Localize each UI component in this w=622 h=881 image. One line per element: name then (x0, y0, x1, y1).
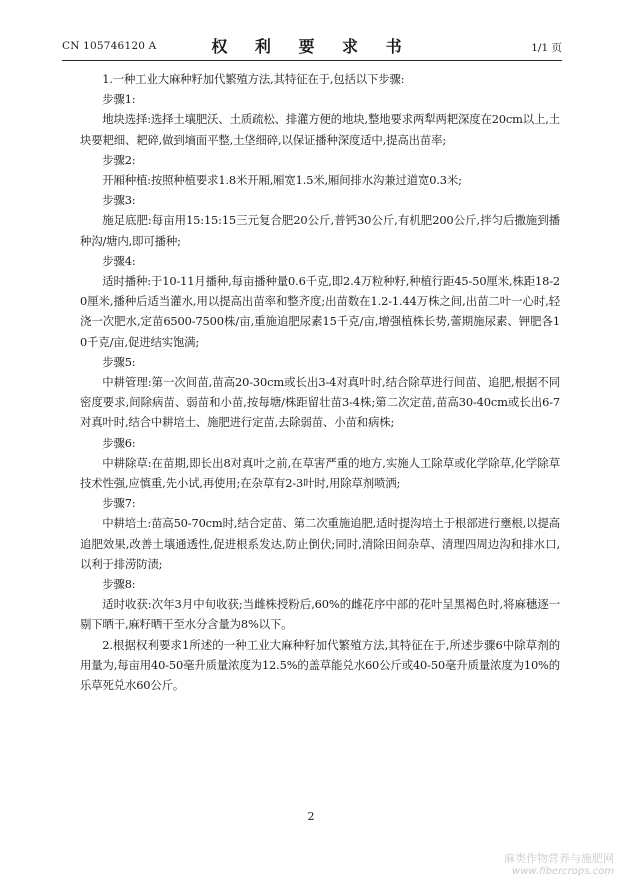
claim-step-heading: 步骤8: (102, 577, 136, 592)
claim-step-heading: 步骤2: (102, 152, 136, 167)
claim-paragraph: 地块选择:选择土壤肥沃、土质疏松、排灌方便的地块,整地要求两犁两耙深度在20cm以上,土块要耙细、耙碎,做到墒面平整,土垡细碎,以保证播种深度适中,提高出苗率; (80, 112, 560, 147)
claim-paragraph: 1.一种工业大麻种籽加代繁殖方法,其特征在于,包括以下步骤: (102, 72, 405, 86)
patent-number: CN 105746120 A (62, 40, 157, 52)
claim-paragraph: 适时收获:次年3月中旬收获;当雌株授粉后,60%的雌花序中部的花叶呈黑褐色时,将麻穗逐一剔下晒干,麻籽晒干至水分含量为8%以下。 (80, 597, 560, 632)
claim-step-heading: 步骤7: (102, 496, 136, 511)
claim-step-heading: 步骤6: (102, 435, 136, 450)
claim-step-heading: 步骤1: (102, 92, 136, 107)
claim-step-heading: 步骤3: (102, 193, 136, 208)
claim-step-heading: 步骤4: (102, 253, 136, 268)
watermark-site-name: 麻类作物营养与施肥网 (504, 852, 614, 865)
claim-paragraph: 开厢种植:按照种植要求1.8米开厢,厢宽1.5米,厢间排水沟兼过道宽0.3米; (102, 173, 462, 188)
claim-paragraph: 中耕培土:苗高50-70cm时,结合定苗、第二次重施追肥,适时提沟培土于根部进行壅根,以提高追肥效果,改善土壤通透性,促进根系发达,防止倒伏;同时,清除田间杂草、清理四周边沟和排水口,以利于排涝防渍; (80, 516, 560, 571)
claim-paragraph: 中耕管理:第一次间苗,苗高20-30cm或长出3-4对真叶时,结合除草进行间苗、追肥,根据不同密度要求,间除病苗、弱苗和小苗,按每塘/株距留壮苗3-4株;第二次定苗,苗高30-40cm或长出6-7对真叶时,结合中耕培土、施肥进行定苗,去除弱苗、小苗和病株; (80, 375, 560, 430)
claim-paragraph: 适时播种:于10-11月播种,每亩播种量0.6千克,即2.4万粒种籽,种植行距45-50厘米,株距18-20厘米,播种后适当灌水,用以提高出苗率和整齐度;出苗数在1.2-1.44万株之间,出苗二叶一心时,轻浇一次肥水,定苗6500-7500株/亩,重施追肥尿素15千克/亩,增强植株长势,蕾期施尿素、钾肥各10千克/亩,促进结实饱满; (80, 274, 560, 349)
claim-step-heading: 步骤5: (102, 354, 136, 369)
page-number: 2 (307, 810, 315, 823)
watermark (504, 852, 614, 878)
document-title: 权 利 要 求 书 (211, 37, 413, 56)
claim-paragraph: 中耕除草:在苗期,即长出8对真叶之前,在草害严重的地方,实施人工除草或化学除草,化学除草技术性强,应慎重,先小试,再使用;在杂草有2-3叶时,用除草剂喷洒; (80, 455, 560, 491)
claim-paragraph: 2.根据权利要求1所述的一种工业大麻种籽加代繁殖方法,其特征在于,所述步骤6中除草剂的用量为,每亩用40-50毫升质量浓度为12.5%的盖草能兑水60公斤或40-50毫升质量浓度为10%的乐草死兑水60公斤。 (80, 637, 560, 693)
document-header (62, 34, 562, 60)
claim-paragraph: 施足底肥:每亩用15:15:15三元复合肥20公斤,普钙30公斤,有机肥200公斤,拌匀后撒施到播种沟/塘内,即可播种; (80, 213, 560, 248)
watermark-url: www.fibercrops.com (512, 866, 614, 877)
claims-body (80, 69, 560, 695)
page-indicator: 1/1 页 (531, 42, 562, 54)
header-divider (62, 60, 562, 61)
